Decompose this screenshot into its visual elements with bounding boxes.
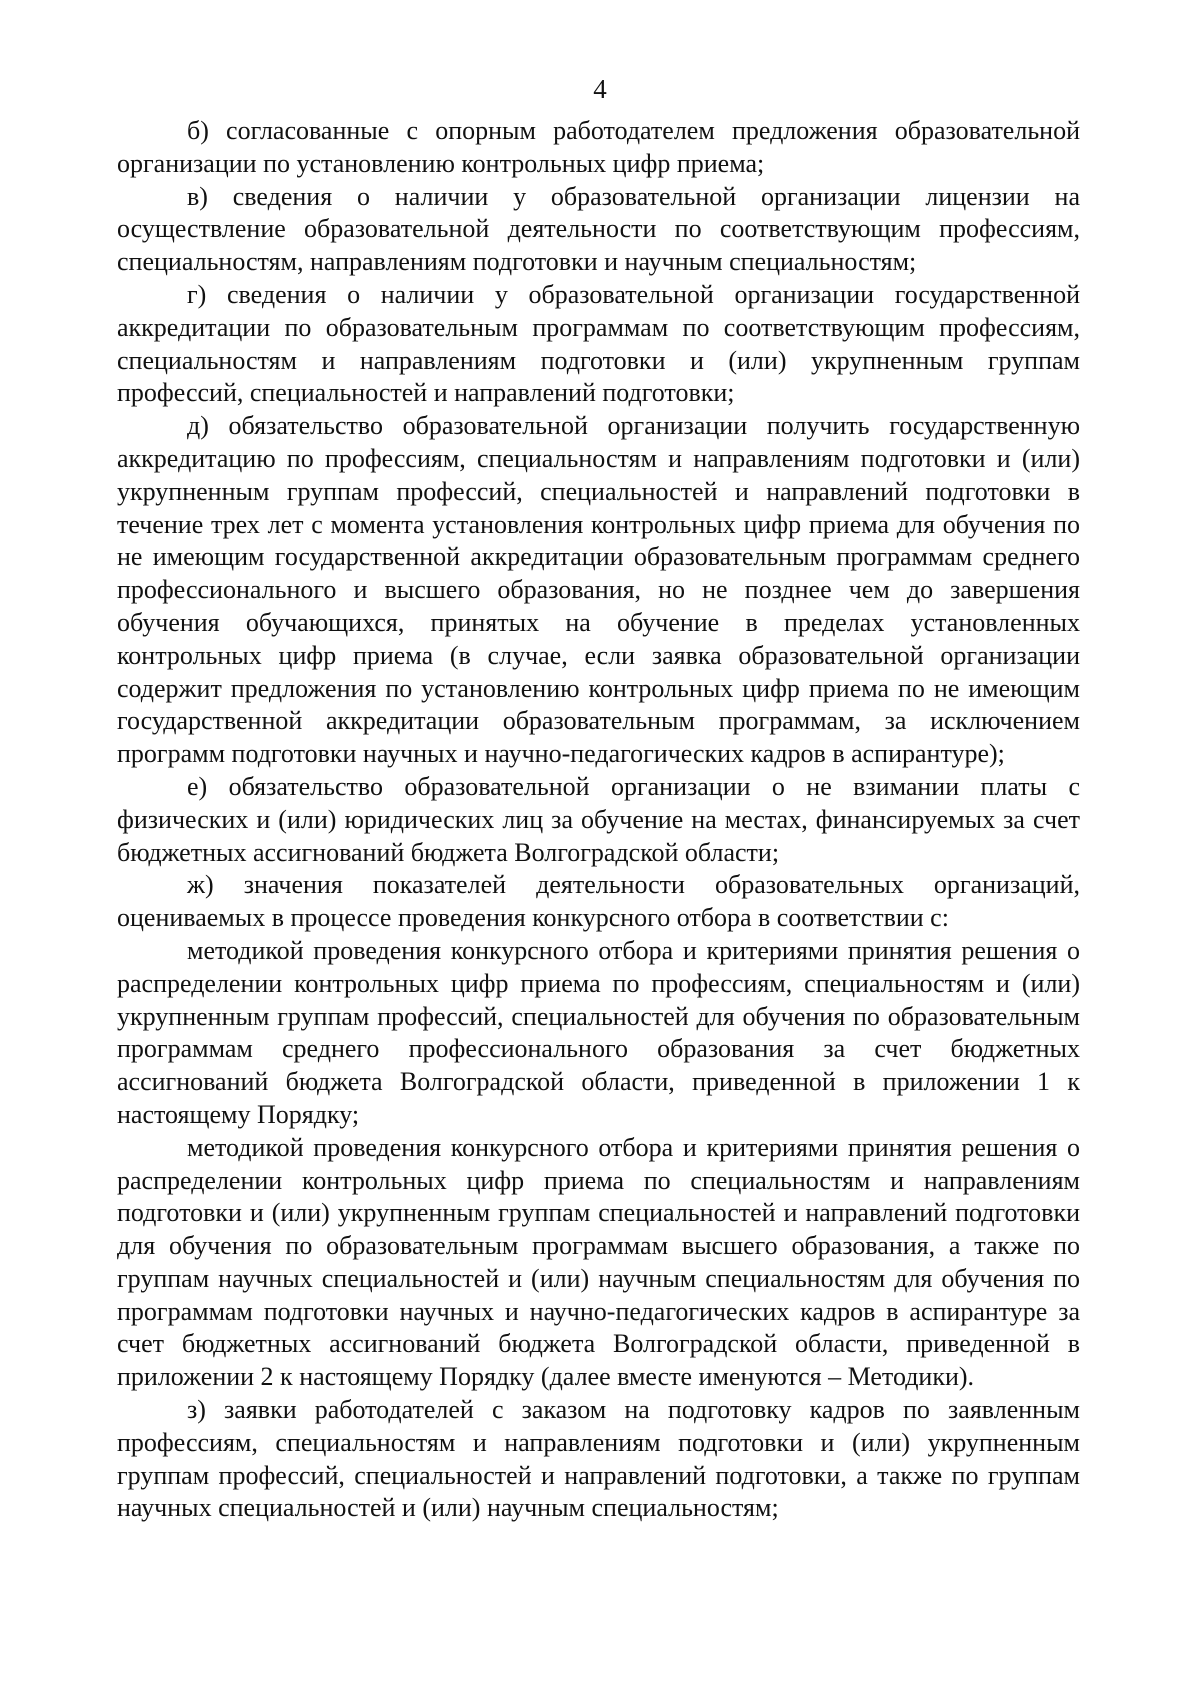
paragraph-method-1: методикой проведения конкурсного отбора и критериями принятия решения о распределении контрольных цифр приема по профессиям, специальностям и (или) укрупненным группам профессий, специальностей для обучения по образовательным программам среднего профессионального образования за счет бюджетных ассигнований бюджета Волгоградской области, приведенной в приложении 1 к настоящему Порядку; xyxy=(117,935,1080,1129)
paragraph-zh: ж) значения показателей деятельности образовательных организаций, оцениваемых в процессе проведения конкурсного отбора в соответствии с: xyxy=(117,870,1080,933)
paragraph-z: з) заявки работодателей с заказом на подготовку кадров по заявленным профессиям, специальностям и направлениям подготовки и (или) укрупненным группам профессий, специальностей и направлений подготовки, а также по группам научных специальностей и (или) научным специальностям; xyxy=(117,1395,1080,1523)
paragraph-d: д) обязательство образовательной организации получить государственную аккредитацию по профессиям, специальностям и направлениям подготовки и (или) укрупненным группам профессий, специальностей и направлений подготовки в течение трех лет с момента установления контрольных цифр приема для обучения по не имеющим государственной аккредитации образовательным программам среднего профессионального и высшего образования, но не позднее чем до завершения обучения обучающихся, принятых на обучение в пределах установленных контрольных цифр приема (в случае, если заявка образовательной организации содержит предложения по установлению контрольных цифр приема по не имеющим государственной аккредитации образовательным программам, за исключением программ подготовки научных и научно-педагогических кадров в аспирантуре); xyxy=(117,411,1080,769)
page-number: 4 xyxy=(593,74,607,104)
paragraph-b: б) согласованные с опорным работодателем предложения образовательной организации по установлению контрольных цифр приема; xyxy=(117,116,1080,178)
paragraph-v: в) сведения о наличии у образовательной организации лицензии на осуществление образовательной деятельности по соответствующим профессиям, специальностям, направлениям подготовки и научным специальностям; xyxy=(117,181,1080,277)
paragraph-g: г) сведения о наличии у образовательной организации государственной аккредитации по образовательным программам по соответствующим профессиям, специальностям и направлениям подготовки и (или) укрупненным группам профессий, специальностей и направлений подготовки; xyxy=(117,279,1080,408)
document-body xyxy=(117,115,1080,1525)
paragraph-method-2: методикой проведения конкурсного отбора и критериями принятия решения о распределении контрольных цифр приема по специальностям и направлениям подготовки и (или) укрупненным группам специальностей и направлений подготовки для обучения по образовательным программам высшего образования, а также по группам научных специальностей и (или) научным специальностям для обучения по программам подготовки научных и научно-педагогических кадров в аспирантуре за счет бюджетных ассигнований бюджета Волгоградской области, приведенной в приложении 2 к настоящему Порядку (далее вместе именуются – Методики). xyxy=(117,1132,1080,1392)
paragraph-e: е) обязательство образовательной организации о не взимании платы с физических и (или) юридических лиц за обучение на местах, финансируемых за счет бюджетных ассигнований бюджета Волгоградской области; xyxy=(117,771,1080,867)
